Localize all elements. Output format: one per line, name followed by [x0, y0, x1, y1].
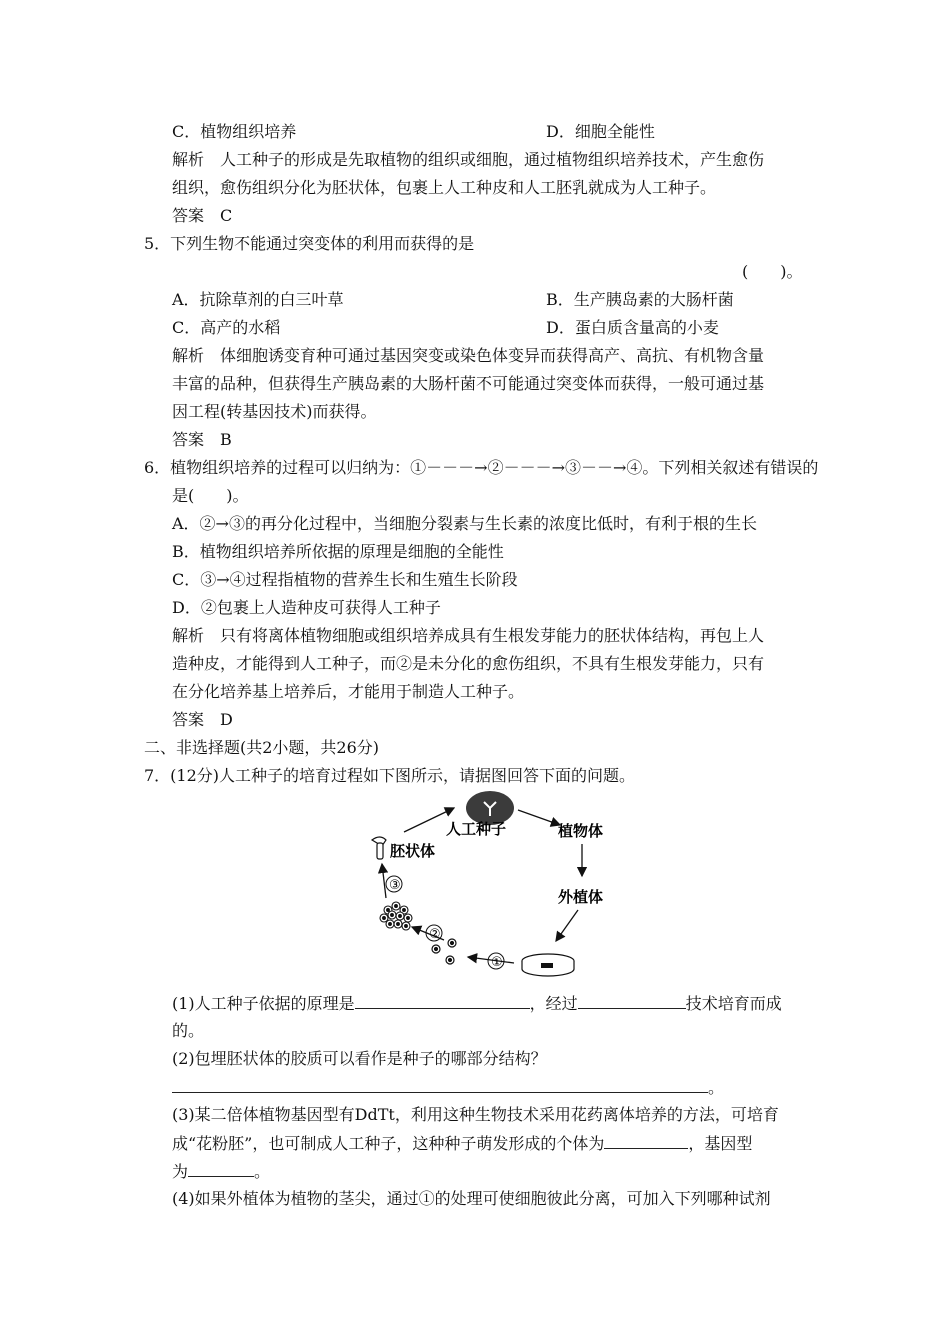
q5-analysis-line2: 丰富的品种，但获得生产胰岛素的大肠杆菌不可能通过突变体而获得，一般可通过基 [172, 374, 765, 393]
q5-answer: 答案 B [172, 430, 232, 449]
q6-analysis-line1: 解析 只有将离体植物细胞或组织培养成具有生根发芽能力的胚状体结构，再包上人 [172, 626, 765, 645]
q6-analysis-line3: 在分化培养基上培养后，才能用于制造人工种子。 [172, 682, 525, 701]
q4-answer: 答案 C [172, 206, 233, 225]
q5-answer-paren: ( )。 [742, 262, 803, 281]
step-1-label: ① [491, 955, 503, 970]
q7-sub1-text-b: ，经过 [529, 994, 578, 1013]
q4-analysis-line2: 组织，愈伤组织分化为胚状体，包裹上人工种皮和人工胚乳就成为人工种子。 [172, 178, 717, 197]
q5-stem: 5．下列生物不能通过突变体的利用而获得的是 [144, 234, 475, 253]
q5-option-c: C．高产的水稻 [172, 318, 281, 337]
q4-analysis-line1: 解析 人工种子的形成是先取植物的组织或细胞，通过植物组织培养技术，产生愈伤 [172, 150, 765, 169]
q6-answer: 答案 D [172, 710, 233, 729]
answer-blank-genotype[interactable] [188, 1160, 254, 1177]
q6-option-c: C．③→④过程指植物的营养生长和生殖生长阶段 [172, 570, 518, 589]
petri-dish-icon [522, 954, 574, 976]
artificial-seed-diagram [360, 788, 640, 983]
q6-option-b: B．植物组织培养所依据的原理是细胞的全能性 [172, 542, 504, 561]
q7-sub1-line2: 的。 [172, 1021, 205, 1040]
label-embryoid: 胚状体 [390, 842, 436, 860]
answer-blank-technique[interactable] [578, 992, 686, 1009]
separated-cells-icon [432, 939, 456, 964]
q7-sub1-line1 [172, 992, 782, 1015]
q7-sub1-text-a: (1)人工种子依据的原理是 [172, 994, 355, 1013]
q7-sub3-text-d: 。 [254, 1162, 271, 1181]
q7-sub3-line3 [172, 1160, 270, 1183]
embryoid-icon [372, 837, 386, 859]
q7-sub3-text-a: 成“花粉胚”，也可制成人工种子，这种种子萌发形成的个体为 [172, 1134, 605, 1153]
q4-option-d: D．细胞全能性 [546, 122, 655, 141]
q6-stem-line2: 是( )。 [172, 486, 249, 505]
q5-option-d: D．蛋白质含量高的小麦 [546, 318, 719, 337]
q7-sub2-answer-line [172, 1076, 724, 1099]
q7-sub3-line2 [172, 1132, 752, 1155]
q5-analysis-line1: 解析 体细胞诱变育种可通过基因突变或染色体变异而获得高产、高抗、有机物含量 [172, 346, 765, 365]
label-plant: 植物体 [558, 822, 604, 840]
q4-option-c: C．植物组织培养 [172, 122, 297, 141]
arrow-seed-to-plant [518, 810, 560, 825]
answer-blank-colloid-structure[interactable] [172, 1076, 708, 1093]
q7-sub1-text-c: 技术培育而成 [685, 994, 782, 1013]
q5-analysis-line3: 因工程(转基因技术)而获得。 [172, 402, 377, 421]
q7-sub4: (4)如果外植体为植物的茎尖，通过①的处理可使细胞彼此分离，可加入下列哪种试剂 [172, 1189, 771, 1208]
label-explant: 外植体 [558, 888, 604, 906]
q7-sub2-end: 。 [708, 1078, 725, 1097]
callus-cluster-icon [380, 902, 412, 930]
answer-blank-individual[interactable] [604, 1132, 688, 1149]
q7-sub2: (2)包埋胚状体的胶质可以看作是种子的哪部分结构？ [172, 1049, 547, 1068]
q5-option-a: A．抗除草剂的白三叶草 [172, 290, 344, 309]
q6-option-a: A．②→③的再分化过程中，当细胞分裂素与生长素的浓度比低时，有利于根的生长 [172, 514, 757, 533]
answer-blank-principle[interactable] [355, 992, 530, 1009]
step-3-label: ③ [389, 878, 401, 893]
section-heading: 二、非选择题(共2小题，共26分) [144, 738, 380, 757]
q7-sub3-text-c: 为 [172, 1162, 189, 1181]
label-artificial-seed: 人工种子 [446, 820, 507, 838]
q7-sub3-line1: (3)某二倍体植物基因型有DdTt，利用这种生物技术采用花药离体培养的方法，可培育 [172, 1105, 779, 1124]
q7-stem: 7．(12分)人工种子的培育过程如下图所示，请据图回答下面的问题。 [144, 766, 636, 785]
arrow-step-3 [382, 864, 386, 898]
q5-option-b: B．生产胰岛素的大肠杆菌 [546, 290, 734, 309]
q7-sub3-text-b: ，基因型 [688, 1134, 753, 1153]
step-2-label: ② [429, 927, 441, 942]
arrow-explant-to-dish [556, 910, 578, 941]
q6-stem-line1: 6．植物组织培养的过程可以归纳为：①－－－→②－－－→③－－→④。下列相关叙述有错误的 [144, 458, 819, 477]
q6-analysis-line2: 造种皮，才能得到人工种子，而②是未分化的愈伤组织，不具有生根发芽能力，只有 [172, 654, 765, 673]
q6-option-d: D．②包裹上人造种皮可获得人工种子 [172, 598, 441, 617]
